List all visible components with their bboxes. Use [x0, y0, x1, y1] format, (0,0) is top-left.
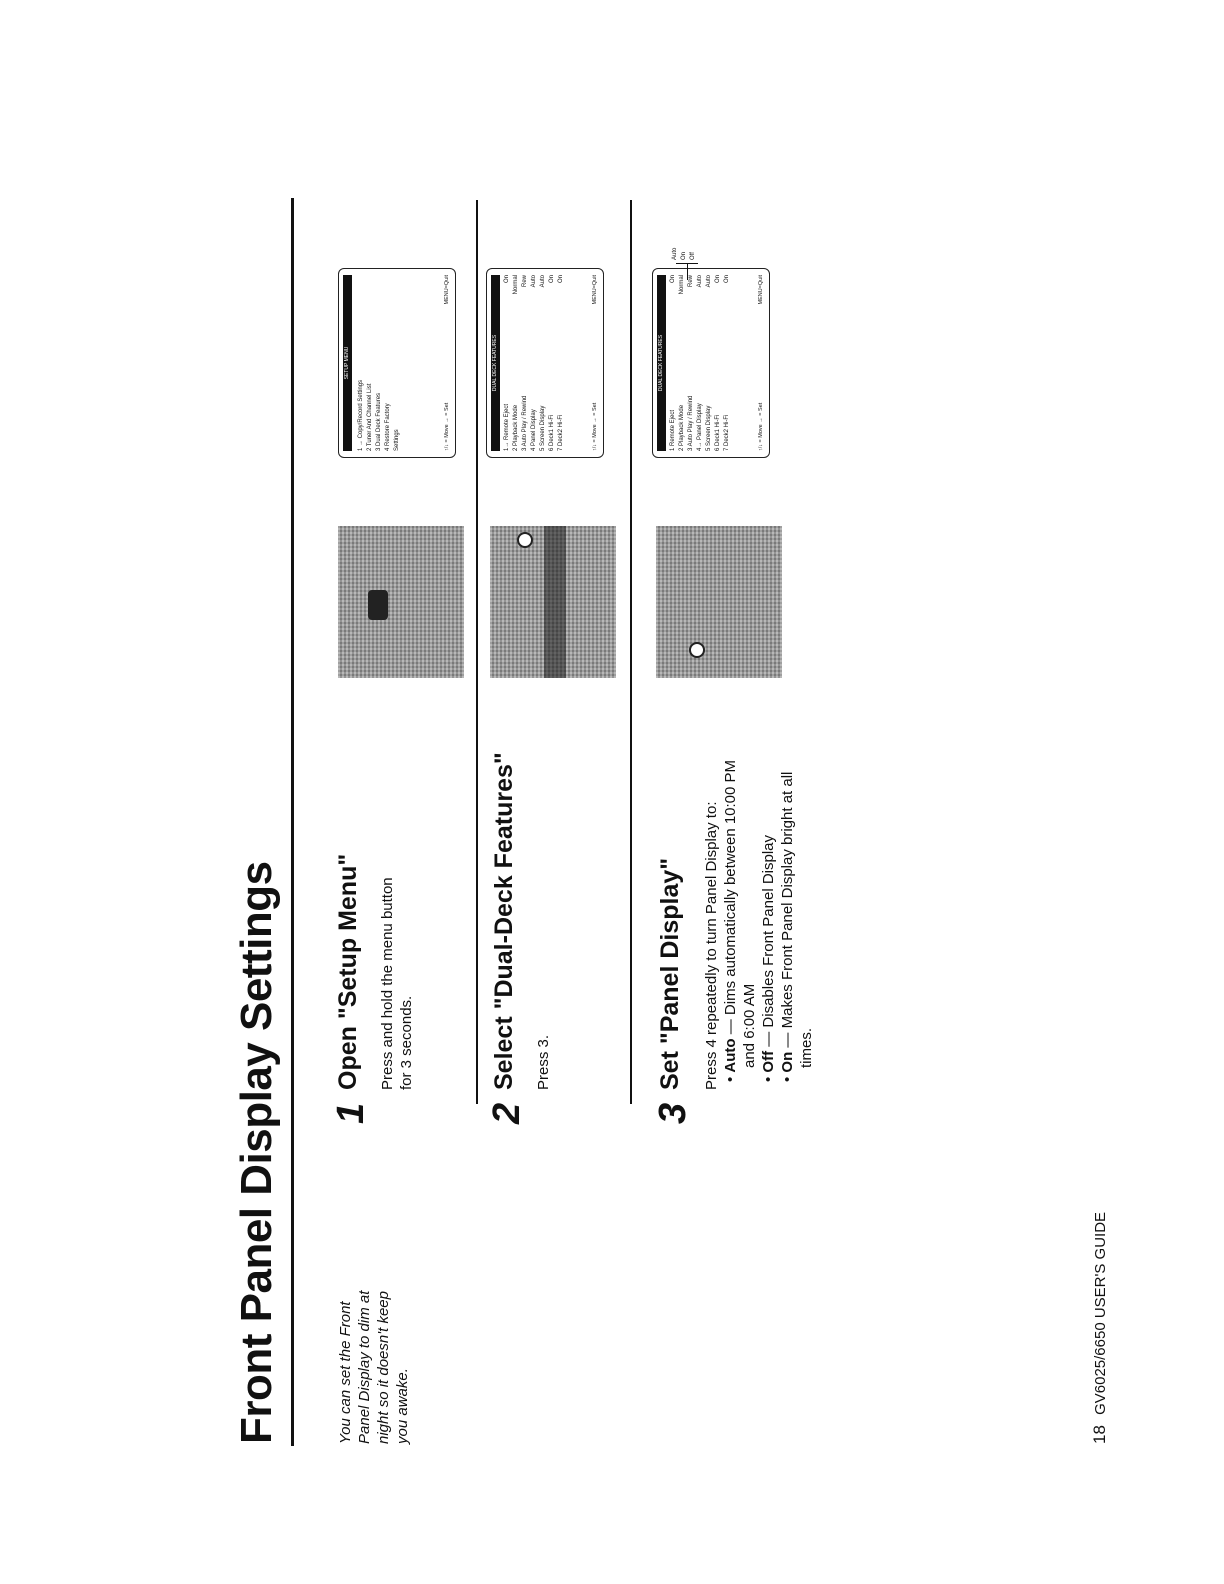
menu-button-icon	[368, 590, 388, 620]
osd-row: 2 Playback Mode Normal	[513, 275, 519, 451]
osd-row: 4 Restore Factory	[385, 403, 391, 451]
callout-option: Off	[690, 252, 696, 260]
step-divider	[630, 200, 632, 1104]
osd-header: DUAL DECK FEATURES	[491, 275, 500, 451]
number-button-icon	[517, 532, 533, 548]
step-2-osd-screen	[486, 268, 604, 458]
osd-row: 6 Deck1 Hi-Fi On	[715, 275, 721, 451]
step-3-intro: Press 4 repeatedly to turn Panel Display to:	[703, 801, 720, 1090]
title-rule	[291, 198, 294, 1446]
osd-row: 6 Deck1 Hi-Fi On	[549, 275, 555, 451]
osd-row: 1 Remote Eject On	[670, 275, 676, 451]
step-3-body	[702, 750, 816, 1090]
osd-row: 5 Screen Display Auto	[706, 275, 712, 451]
step-1-title: Open "Setup Menu"	[334, 853, 362, 1090]
osd-footer: ↑/↓ = Move → = Set MENU=Quit	[444, 275, 450, 451]
osd-footer: ↑/↓ = Move → = Set MENU=Quit	[758, 275, 764, 451]
step-3-title: Set "Panel Display"	[656, 857, 684, 1090]
osd-footer: ↑/↓ = Move → = Set MENU=Quit	[592, 275, 598, 451]
step-2-body: Press 3.	[535, 1034, 552, 1090]
osd-row: 4 Panel Display Auto	[531, 275, 537, 451]
step-3-remote-image	[656, 526, 782, 678]
callout-line	[687, 264, 688, 280]
osd-row: 1 → Copy/Record Settings	[358, 379, 364, 451]
callout-option: On	[681, 251, 687, 260]
osd-header: SETUP MENU	[343, 275, 352, 451]
page-footer	[1090, 1212, 1110, 1444]
option-on: • On — Makes Front Panel Display bright at all times.	[779, 771, 815, 1082]
callout-option: Auto	[672, 247, 678, 260]
osd-row: 4→ Panel Display Auto	[697, 275, 703, 451]
osd-row: 3 Auto Play / Rewind Rew	[522, 275, 528, 451]
panel-display-options-list	[721, 750, 816, 1090]
step-3-number: 3	[652, 1102, 694, 1124]
step-1-osd-screen	[338, 268, 456, 458]
intro-text: You can set the Front Panel Display to dim at night so it doesn't keep you awake.	[337, 1290, 411, 1444]
option-off: • Off — Disables Front Panel Display	[760, 834, 777, 1082]
osd-row: 3 Dual Deck Features	[376, 392, 382, 451]
step-divider	[476, 200, 478, 1104]
osd-row: Settings	[394, 429, 400, 451]
page-title: Front Panel Display Settings	[232, 861, 281, 1444]
osd-row: 7 Deck2 Hi-Fi On	[558, 275, 564, 451]
step-2-number: 2	[486, 1102, 528, 1124]
step-1-number: 1	[330, 1102, 372, 1124]
step-1-remote-image	[338, 526, 464, 678]
osd-row: 2 Playback Mode Normal	[679, 275, 685, 451]
osd-row: 3 Auto Play / Rewind Rew	[688, 275, 694, 451]
callout-bracket	[676, 263, 698, 264]
step-1-body: Press and hold the menu button for 3 seconds.	[379, 877, 415, 1090]
osd-row: 2 Tuner And Channel List	[367, 383, 373, 451]
option-auto: • Auto — Dims automatically between 10:00 PM and 6:00 AM	[722, 759, 758, 1082]
footer-text: GV6025/6650 USER'S GUIDE	[1092, 1211, 1109, 1415]
step-2-remote-image	[490, 526, 616, 678]
step-3-osd-screen	[652, 268, 770, 458]
page-number: 18	[1090, 1425, 1109, 1444]
step-2-title: Select "Dual-Deck Features"	[490, 752, 518, 1090]
osd-row: 5 Screen Display Auto	[540, 275, 546, 451]
osd-row: 1→ Remote Eject On	[504, 275, 510, 451]
remote-highlight-band	[544, 526, 566, 678]
number-button-icon	[689, 642, 705, 658]
osd-header: DUAL DECK FEATURES	[657, 275, 666, 451]
osd-row: 7 Deck2 Hi-Fi On	[724, 275, 730, 451]
